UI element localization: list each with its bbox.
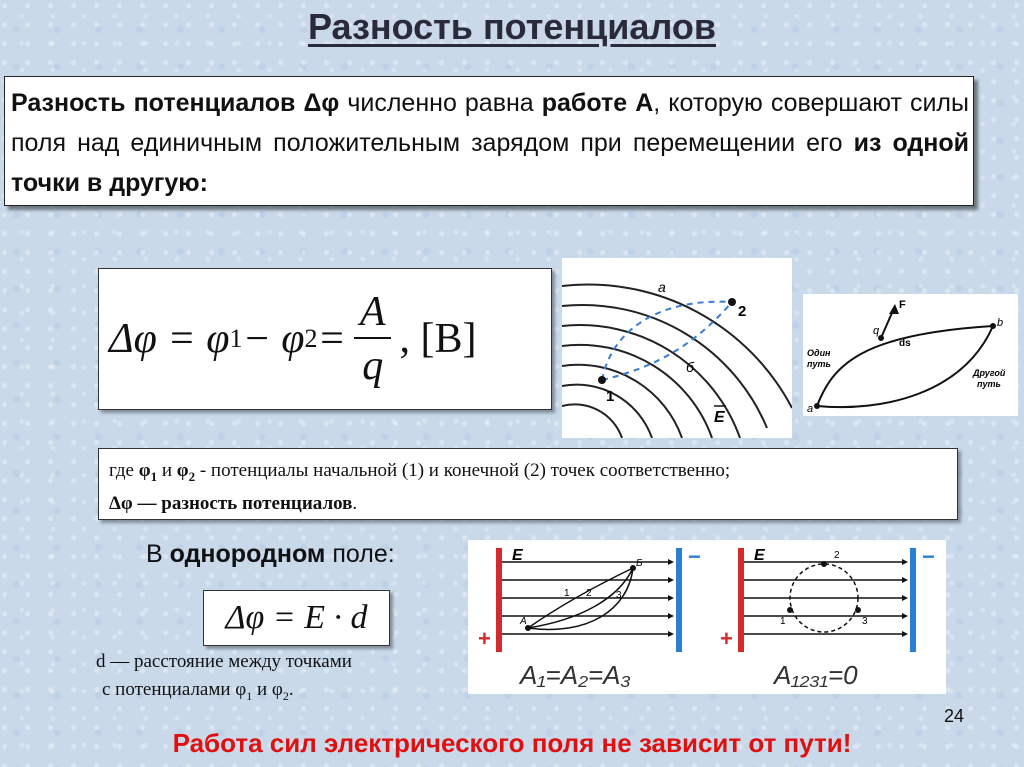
uniform-prefix: В [146,540,170,568]
formula-sub-2: 2 [304,324,318,353]
right-plus-sign: + [720,626,733,651]
uniform-field-heading [146,540,395,569]
other-path-label-2: путь [977,379,1001,389]
definition-work: работе А [541,89,654,117]
one-path-label-1: Один [807,348,831,358]
left-E-label: E [512,547,523,564]
right-point-3: 3 [862,616,868,627]
uniform-bold: однородном [169,540,326,568]
field-lines-svg [562,258,792,438]
notation-where: где [109,460,139,481]
ed-formula-text: Δφ = E · d [225,599,368,636]
definition-point-to-point: из одной точки в другую: [11,129,969,197]
ds-label: ds [899,338,911,349]
notation-sub2: 2 [188,468,196,484]
left-point-B: Б [636,558,643,569]
notation-sub1: 1 [150,468,158,484]
distance-note-line-1: d — расстояние между точками [96,651,352,672]
slide-title: Разность потенциалов [308,6,716,47]
distance-note-text-c: . [288,679,294,700]
right-point-2: 2 [834,550,840,561]
right-work-equation: A₁₂₃₁=0 [774,660,858,690]
left-plus-sign: + [478,626,491,651]
uniform-field-figure [468,540,946,694]
definition-text-2: , которую совершают силы поля над единичным положительным зарядом при перемещении его [11,89,969,157]
formula-minus: − φ [242,316,305,362]
uniform-suffix: поле: [325,540,395,568]
left-path-3: 3 [616,590,622,601]
distance-note-sub2: 2 [282,688,289,703]
formula-lhs: Δφ = φ [109,316,230,362]
notation-delta-phi: Δφ — разность потенциалов [109,492,353,514]
potential-difference-formula [98,268,552,410]
field-lines-figure [562,258,792,438]
distance-note-line-2 [96,676,352,710]
definition-term: Разность потенциалов Δφ [11,89,340,117]
formula-unit: , [В] [399,316,477,362]
distance-note-text-b: и φ [252,679,283,700]
notation-text: - потенциалы начальной (1) и конечной (2) точек соответственно; [195,460,731,481]
notation-box [98,448,958,520]
distance-note [96,648,352,710]
distance-note-text-a: с потенциалами φ [102,679,247,700]
notation-phi2: φ [176,460,189,481]
conclusion-text: Работа сил электрического поля не зависит от пути! [172,728,852,758]
other-path-label-1: Другой [973,368,1006,378]
formula-numerator: A [359,289,386,335]
notation-and: и [157,460,177,481]
formula-fraction [352,291,394,387]
field-vector-label: E [714,409,725,426]
notation-line-2 [109,490,947,517]
right-E-label: E [754,547,765,564]
uniform-field-formula [203,590,390,646]
formula-equals: = [317,316,346,362]
notation-phi1: φ [138,460,151,481]
right-point-1: 1 [780,616,786,627]
left-point-A: A [520,616,527,627]
uniform-field-svg [468,540,946,694]
distance-note-sub1: 1 [246,688,253,703]
point-label-2: 2 [738,303,747,320]
left-minus-sign: − [688,544,701,569]
notation-line-1 [109,457,947,490]
paths-figure [803,294,1018,416]
point-label-1: 1 [606,388,615,405]
left-path-2: 2 [586,588,592,599]
definition-text-1: численно равна [339,89,542,117]
force-label: F [899,299,906,311]
path-label-b: б [686,359,694,375]
definition-box [4,76,974,206]
paths-svg [803,294,1018,416]
formula-denominator: q [354,337,391,387]
page-number: 24 [944,706,965,726]
end-point-label: b [997,317,1004,329]
notation-period: . [352,492,358,514]
charge-label: q [873,325,880,337]
left-path-1: 1 [564,588,570,599]
formula-sub-1: 1 [229,324,243,353]
right-minus-sign: − [922,544,935,569]
one-path-label-2: путь [807,359,831,369]
start-point-label: a [807,403,814,415]
path-label-a: a [658,279,666,295]
left-work-equation: A₁=A₂=A₃ [520,660,631,690]
